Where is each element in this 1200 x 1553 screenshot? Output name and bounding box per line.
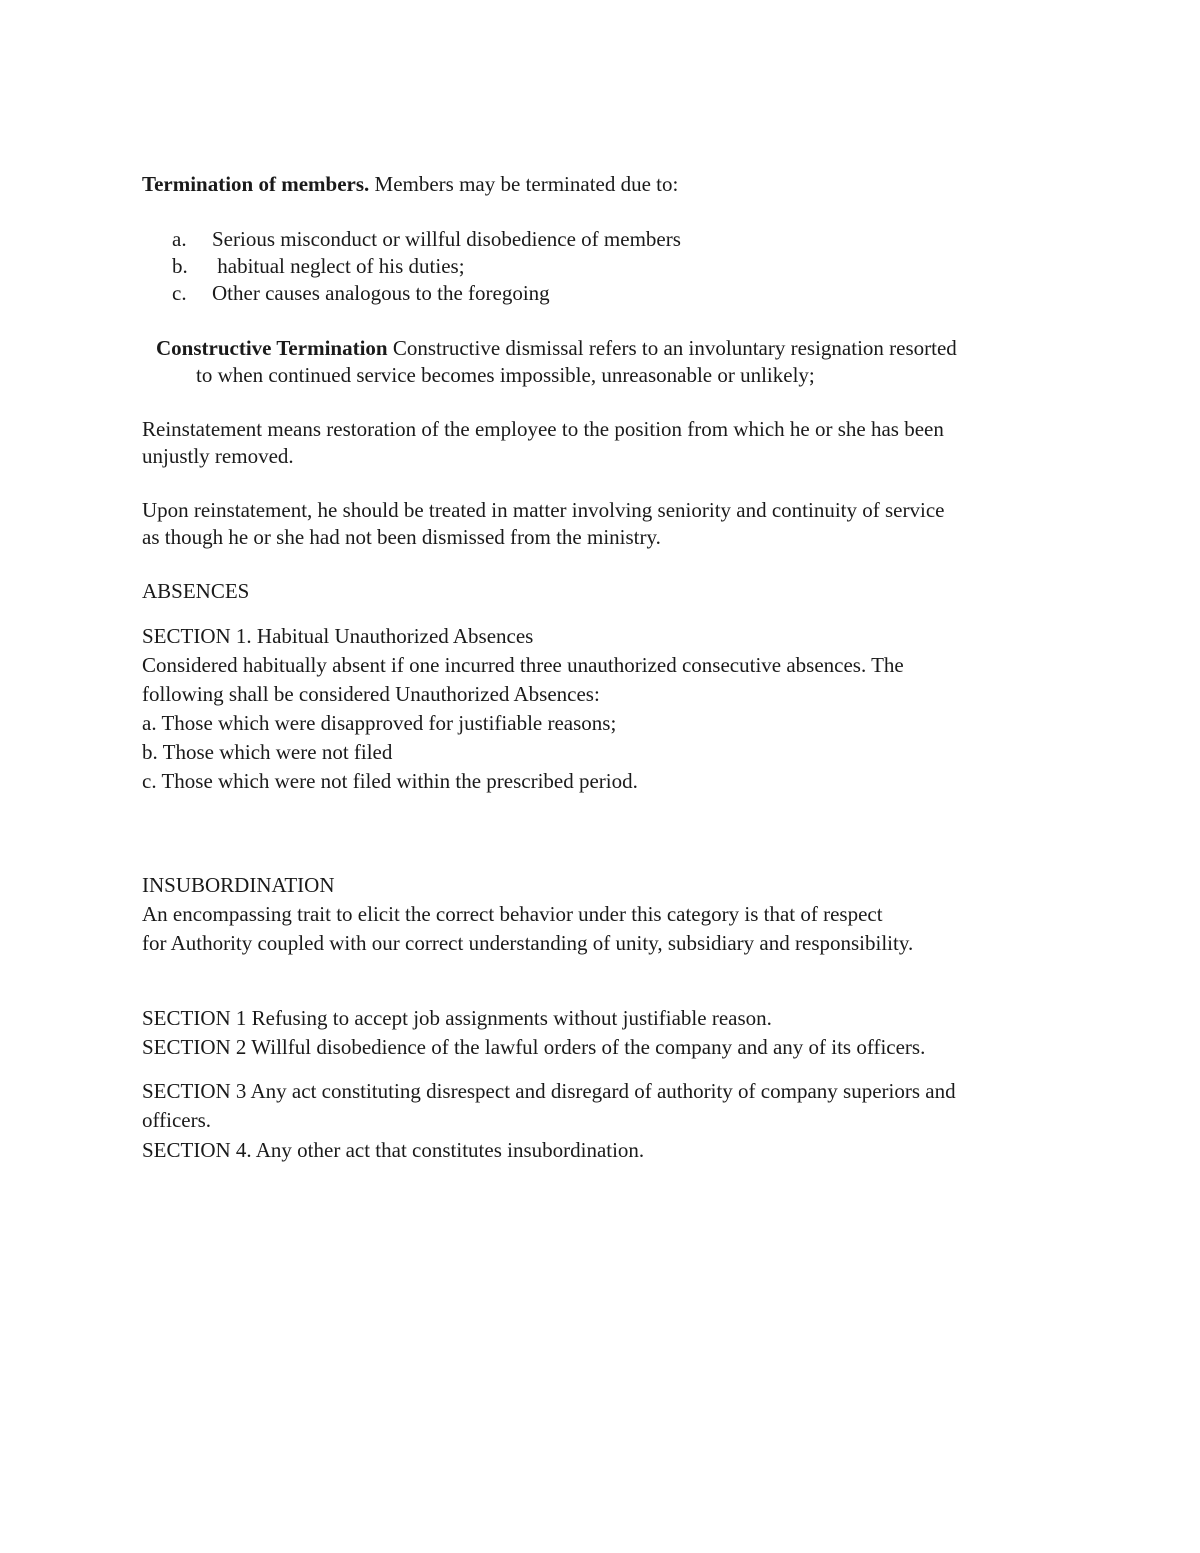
termination-item-b (172, 252, 465, 280)
list-marker: a. (172, 227, 187, 251)
absences-item-c: c. Those which were not filed within the prescribed period. (142, 769, 638, 793)
absences-item-b: b. Those which were not filed (142, 740, 393, 764)
upon-reinstatement-line-1: Upon reinstatement, he should be treated in matter involving seniority and continuity of service (142, 498, 945, 522)
list-item-text: Serious misconduct or willful disobedience of members (212, 227, 681, 251)
absences-line-1: Considered habitually absent if one incurred three unauthorized consecutive absences. The (142, 653, 904, 677)
list-item-text: Other causes analogous to the foregoing (212, 281, 550, 305)
constructive-paragraph (156, 334, 957, 362)
list-marker: b. (172, 254, 188, 278)
insubordination-line-1: An encompassing trait to elicit the correct behavior under this category is that of respect (142, 902, 883, 926)
reinstatement-line-2: unjustly removed. (142, 444, 294, 468)
termination-intro: Members may be terminated due to: (369, 172, 679, 196)
insubordination-section-3: SECTION 3 Any act constituting disrespect and disregard of authority of company superiors and (142, 1079, 956, 1103)
absences-heading: ABSENCES (142, 579, 250, 603)
reinstatement-line-1: Reinstatement means restoration of the employee to the position from which he or she has been (142, 417, 944, 441)
termination-item-a (172, 225, 681, 253)
list-marker: c. (172, 281, 187, 305)
insubordination-heading: INSUBORDINATION (142, 873, 335, 897)
constructive-line-1: Constructive dismissal refers to an involuntary resignation resorted (387, 336, 957, 360)
termination-paragraph (142, 170, 678, 198)
absences-section-title: SECTION 1. Habitual Unauthorized Absences (142, 624, 534, 648)
insubordination-section-3-continued: officers. (142, 1108, 211, 1132)
constructive-line-2: to when continued service becomes impossible, unreasonable or unlikely; (196, 363, 815, 387)
termination-heading: Termination of members. (142, 172, 370, 196)
insubordination-line-2: for Authority coupled with our correct understanding of unity, subsidiary and responsibility. (142, 931, 914, 955)
insubordination-section-2: SECTION 2 Willful disobedience of the lawful orders of the company and any of its officers. (142, 1035, 926, 1059)
list-item-text: habitual neglect of his duties; (212, 254, 465, 278)
insubordination-section-4: SECTION 4. Any other act that constitutes insubordination. (142, 1138, 645, 1162)
insubordination-section-1: SECTION 1 Refusing to accept job assignments without justifiable reason. (142, 1006, 772, 1030)
termination-item-c (172, 279, 550, 307)
absences-item-a: a. Those which were disapproved for justifiable reasons; (142, 711, 617, 735)
upon-reinstatement-line-2: as though he or she had not been dismissed from the ministry. (142, 525, 661, 549)
absences-line-2: following shall be considered Unauthorized Absences: (142, 682, 600, 706)
constructive-heading: Constructive Termination (156, 336, 388, 360)
